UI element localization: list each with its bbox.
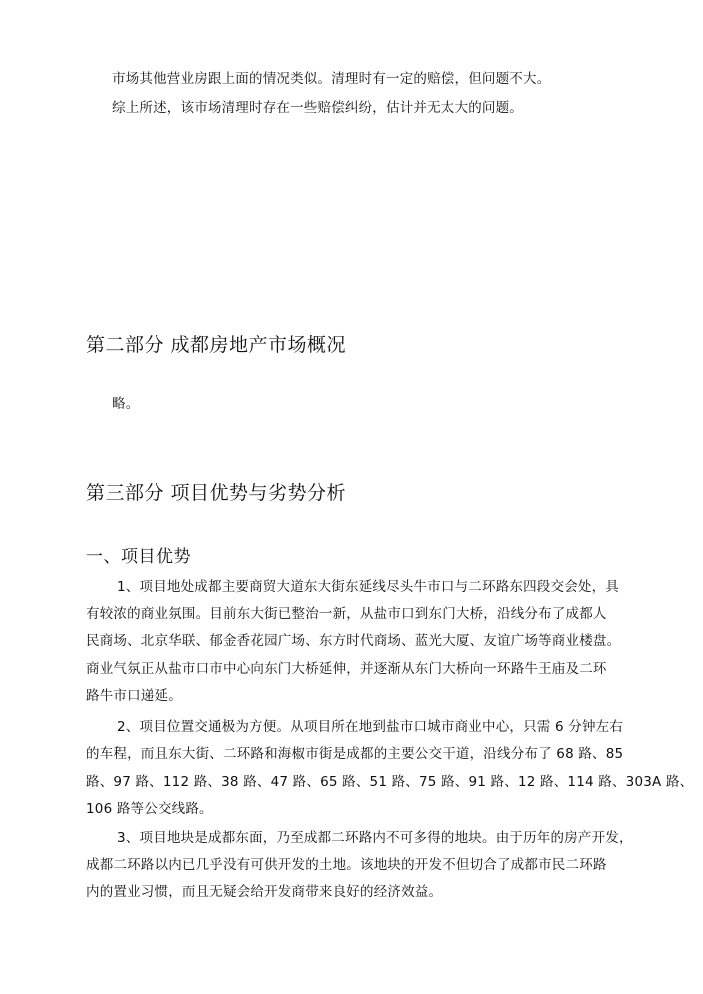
part2-body: 略。 bbox=[112, 396, 140, 412]
p2-line-4: 106 路等公交线路。 bbox=[86, 801, 213, 817]
p1-line-1: 1、项目地处成都主要商贸大道东大街东延线尽头牛市口与二环路东四段交会处，具 bbox=[117, 579, 619, 595]
p3-line-1: 3、项目地块是成都东面，乃至成都二环路内不可多得的地块。由于历年的房产开发， bbox=[117, 830, 633, 846]
section1-title: 一、项目优势 bbox=[86, 547, 191, 567]
p2-line-3: 路、97 路、112 路、38 路、47 路、65 路、51 路、75 路、91 路、12 路、114 路、303A 路、 bbox=[86, 774, 694, 790]
p2-line-1: 2、项目位置交通极为方便。从项目所在地到盐市口城市商业中心，只需 6 分钟左右 bbox=[117, 719, 624, 735]
p2-line-2: 的车程，而且东大街、二环路和海椒市街是成都的主要公交干道，沿线分布了 68 路、85 bbox=[86, 746, 624, 762]
p1-line-4: 商业气氛正从盐市口市中心向东门大桥延伸，并逐渐从东门大桥向一环路牛王庙及二环 bbox=[86, 661, 607, 677]
p3-line-3: 内的置业习惯，而且无疑会给开发商带来良好的经济效益。 bbox=[86, 884, 443, 900]
intro-line-1: 市场其他营业房跟上面的情况类似。清理时有一定的赔偿，但问题不大。 bbox=[112, 71, 551, 87]
p1-line-5: 路牛市口递延。 bbox=[86, 688, 182, 704]
p1-line-3: 民商场、北京华联、郁金香花园广场、东方时代商场、蓝光大厦、友谊广场等商业楼盘。 bbox=[86, 633, 621, 649]
intro-line-2: 综上所述，该市场清理时存在一些赔偿纠纷，估计并无太大的问题。 bbox=[112, 100, 523, 116]
p3-line-2: 成都二环路以内已几乎没有可供开发的土地。该地块的开发不但切合了成都市民二环路 bbox=[86, 857, 607, 873]
part3-title: 第三部分 项目优势与劣势分析 bbox=[86, 482, 347, 504]
part2-title: 第二部分 成都房地产市场概况 bbox=[86, 334, 347, 356]
p1-line-2: 有较浓的商业氛围。目前东大街已整治一新，从盐市口到东门大桥，沿线分布了成都人 bbox=[86, 606, 607, 622]
